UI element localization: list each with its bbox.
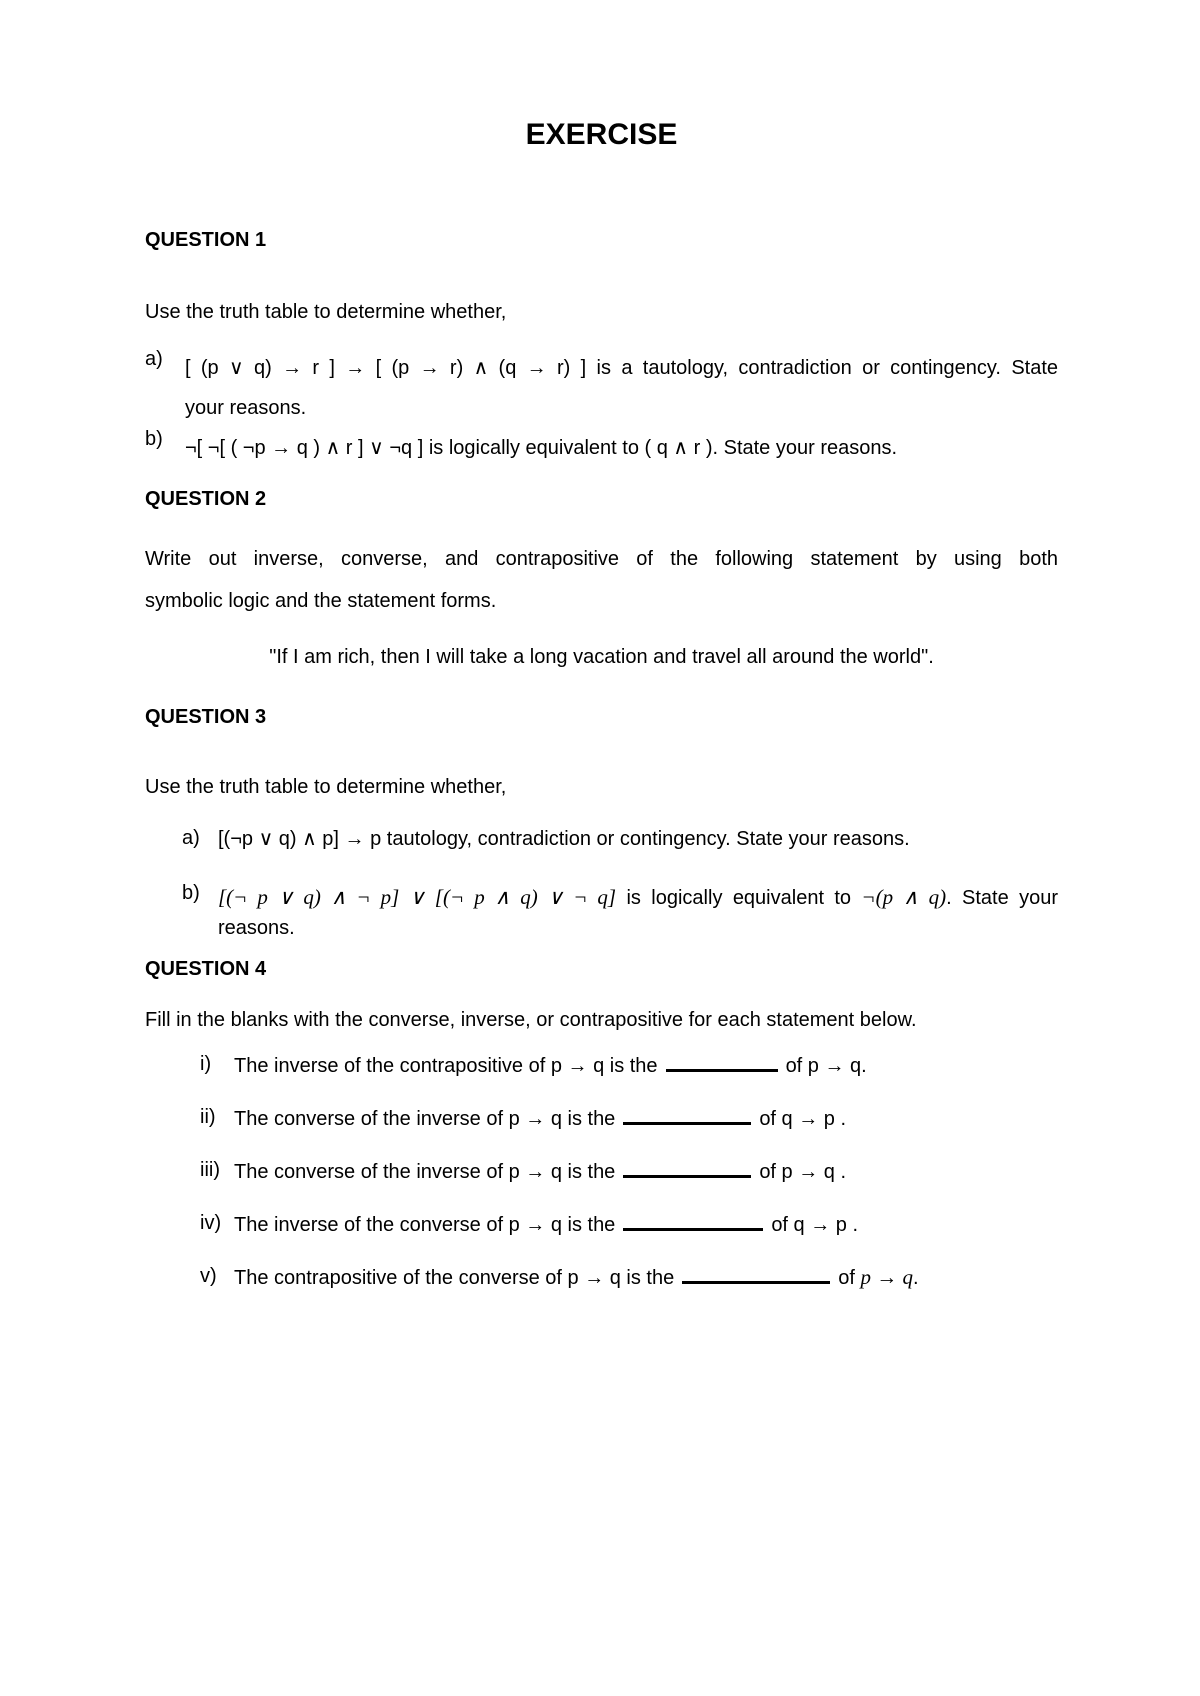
item-iii-label: iii) — [200, 1159, 220, 1181]
item-i-line — [234, 1053, 1058, 1078]
item-a-body — [185, 348, 1058, 428]
question-1-intro: Use the truth table to determine whether, — [145, 301, 507, 323]
item-b-formula: [(¬ p ∨ q) ∧ ¬ p] ∨ [(¬ p ∧ q) ∨ ¬ q] — [218, 885, 617, 909]
blank-line — [682, 1265, 830, 1284]
item-iv-body — [234, 1212, 1058, 1237]
question-2-quote: "If I am rich, then I will take a long vacation and travel all around the world". — [269, 646, 934, 668]
question-3-item-a — [182, 827, 1058, 851]
item-iii-body — [234, 1159, 1058, 1184]
item-b-line-2: reasons. — [218, 917, 295, 939]
item-a-label: a) — [145, 348, 163, 370]
item-ii-text-before: The converse of the inverse of p → q is the — [234, 1108, 616, 1130]
blank-line — [623, 1106, 751, 1125]
question-3-item-b — [182, 882, 1058, 943]
question-4-item-iii — [200, 1159, 1058, 1184]
question-4-item-iv — [200, 1212, 1058, 1237]
item-v-line — [234, 1265, 1058, 1290]
page-title: EXERCISE — [525, 118, 678, 151]
item-iv-label: iv) — [200, 1212, 222, 1234]
item-iii-line — [234, 1159, 1058, 1184]
item-b-formula: ¬[ ¬[ ( ¬p → q ) ∧ r ] ∨ ¬q ] — [185, 437, 424, 459]
item-b-text: is logically equivalent to — [626, 887, 852, 909]
question-4-intro: Fill in the blanks with the converse, inverse, or contrapositive for each statement below. — [145, 1009, 917, 1031]
item-ii-line — [234, 1106, 1058, 1131]
item-ii-text-after: of q → p . — [759, 1108, 847, 1130]
item-iii-text-after: of p → q . — [759, 1161, 847, 1183]
item-i-body — [234, 1053, 1058, 1078]
question-2-line-1: Write out inverse, converse, and contrapositive of the following statement by using both — [145, 548, 1058, 570]
item-b-label: b) — [182, 882, 200, 904]
question-3-intro: Use the truth table to determine whether, — [145, 776, 507, 798]
question-4-item-i — [200, 1053, 1058, 1078]
item-v-label: v) — [200, 1265, 217, 1287]
item-a-line-1 — [185, 348, 1058, 388]
item-b-body — [185, 428, 1058, 468]
blank-line — [623, 1159, 751, 1178]
question-1-item-b — [145, 428, 1058, 468]
item-v-text-before: The contrapositive of the converse of p → q is the — [234, 1267, 675, 1289]
question-3-heading: QUESTION 3 — [145, 706, 267, 728]
item-b-text: is logically equivalent to — [428, 437, 639, 459]
item-a-text: is a tautology, contradiction or contingency. State — [596, 357, 1059, 379]
item-iv-line — [234, 1212, 1058, 1237]
item-i-text-after: of p → q. — [785, 1055, 867, 1077]
blank-line — [623, 1212, 763, 1231]
item-a-formula: [(¬p ∨ q) ∧ p] → p — [218, 828, 382, 850]
item-ii-label: ii) — [200, 1106, 216, 1128]
question-4-item-ii — [200, 1106, 1058, 1131]
item-b-label: b) — [145, 428, 163, 450]
item-v-math: p → q — [860, 1265, 913, 1289]
item-a-line-1 — [218, 827, 1058, 851]
item-v-text-of: of — [838, 1267, 855, 1289]
item-v-body — [234, 1265, 1058, 1290]
item-b-formula-2: ( q ∧ r ) — [644, 437, 713, 459]
item-iii-text-before: The converse of the inverse of p → q is the — [234, 1161, 616, 1183]
item-a-label: a) — [182, 827, 200, 849]
item-i-text-before: The inverse of the contrapositive of p → q is the — [234, 1055, 658, 1077]
item-b-body — [218, 882, 1058, 943]
question-1-heading: QUESTION 1 — [145, 229, 267, 251]
question-2-heading: QUESTION 2 — [145, 488, 267, 510]
item-a-line-2: your reasons. — [185, 397, 307, 419]
item-a-text: tautology, contradiction or contingency. State your reasons. — [386, 828, 910, 850]
question-1-item-a — [145, 348, 1058, 428]
item-b-line-1 — [185, 428, 1058, 468]
question-2-line-2: symbolic logic and the statement forms. — [145, 590, 497, 612]
item-a-formula: [ (p ∨ q) → r ] → [ (p → r) ∧ (q → r) ] — [185, 357, 587, 379]
item-iv-text-before: The inverse of the converse of p → q is the — [234, 1214, 616, 1236]
item-iv-text-after: of q → p . — [771, 1214, 859, 1236]
question-4-heading: QUESTION 4 — [145, 958, 267, 980]
blank-line — [666, 1053, 778, 1072]
item-b-text-2: . State your — [946, 887, 1058, 909]
item-i-label: i) — [200, 1053, 212, 1075]
question-4-item-v — [200, 1265, 1058, 1290]
item-b-line-1 — [218, 882, 1058, 913]
item-a-body — [218, 827, 1058, 851]
item-ii-body — [234, 1106, 1058, 1131]
item-b-text-2: . State your reasons. — [712, 437, 898, 459]
item-v-period: . — [912, 1267, 919, 1289]
item-b-formula-2: ¬(p ∧ q) — [861, 885, 947, 909]
